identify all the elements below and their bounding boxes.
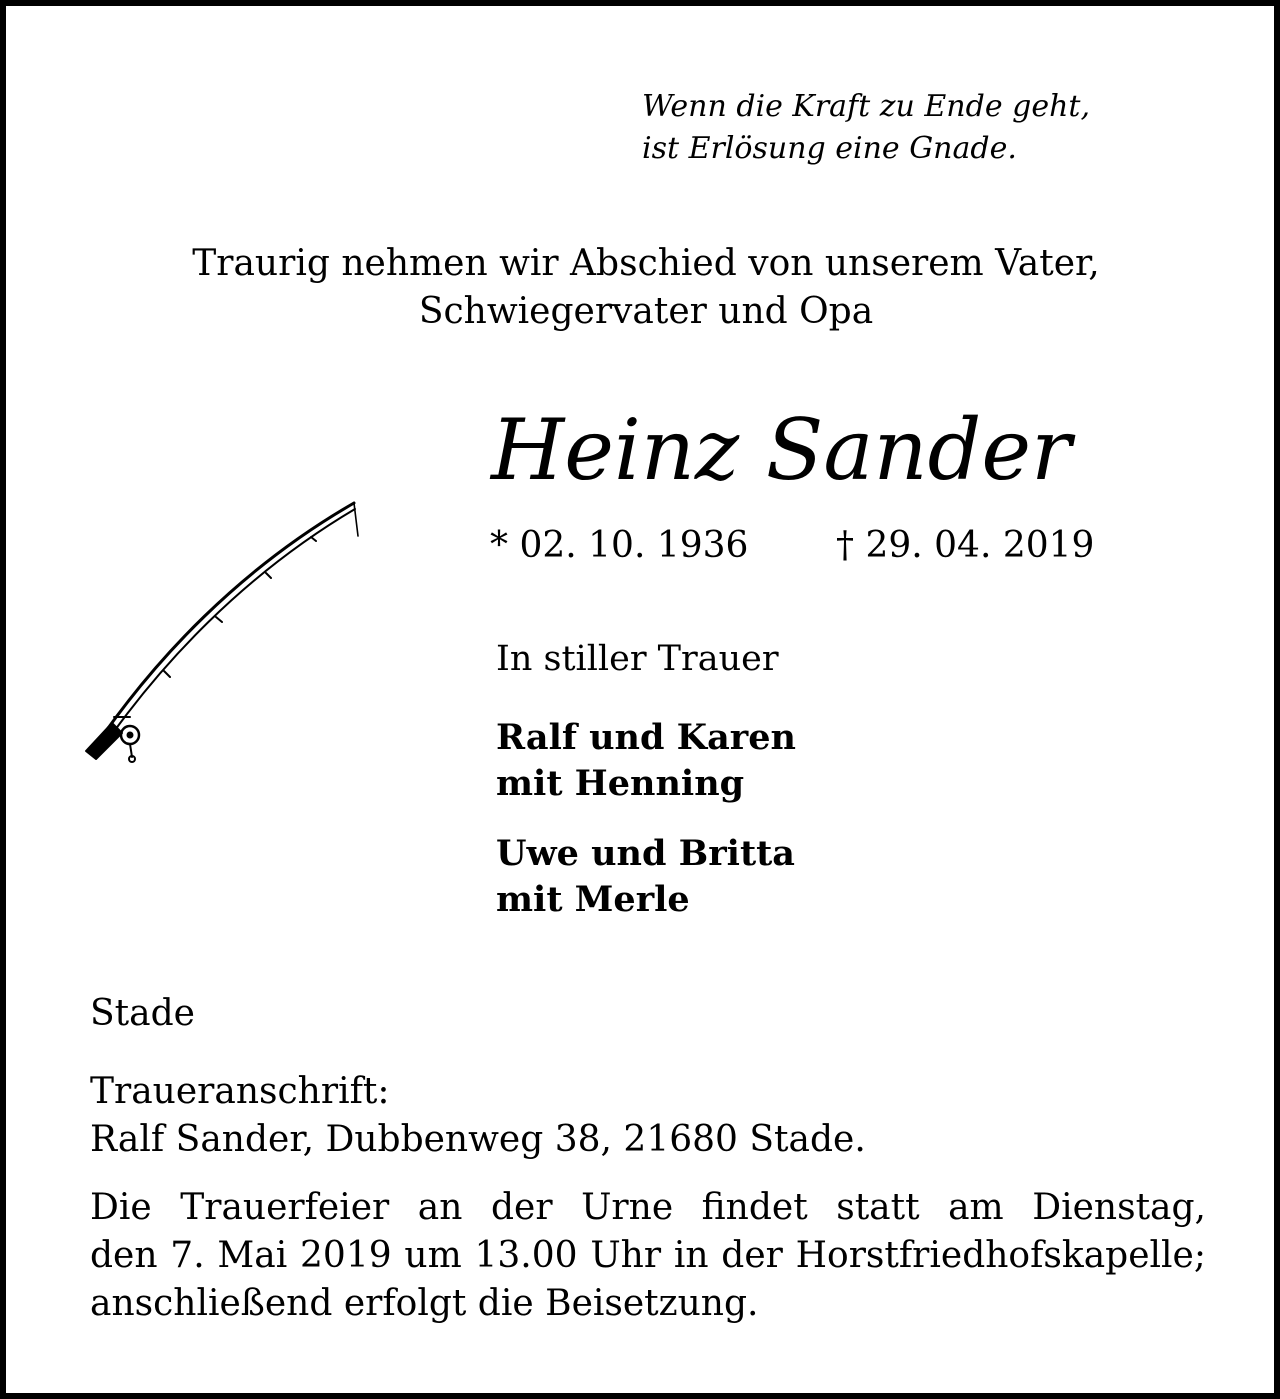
death-date: † 29. 04. 2019 <box>836 525 1095 566</box>
deceased-name: Heinz Sander <box>491 401 1072 499</box>
mourner-group-1-line-1: Ralf und Karen <box>496 717 796 758</box>
ceremony-line-2: den 7. Mai 2019 um 13.00 Uhr in der Horstfriedhofskapelle; <box>90 1235 1206 1276</box>
ceremony-line-3: anschließend erfolgt die Beisetzung. <box>90 1283 759 1324</box>
place: Stade <box>90 993 195 1034</box>
motto-line-1: Wenn die Kraft zu Ende geht, <box>642 89 1090 124</box>
intro-line-2: Schwiegervater und Opa <box>418 291 874 332</box>
ceremony-line-1: Die Trauerfeier an der Urne findet statt am Dienstag, <box>90 1187 1206 1228</box>
address-value: Ralf Sander, Dubbenweg 38, 21680 Stade. <box>90 1119 866 1160</box>
intro-line-1: Traurig nehmen wir Abschied von unserem Vater, <box>192 243 1100 284</box>
mourner-group-2-line-1: Uwe und Britta <box>496 833 795 874</box>
mourner-group-2-line-2: mit Merle <box>496 879 690 920</box>
birth-date: * 02. 10. 1936 <box>490 525 749 566</box>
address-label: Traueranschrift: <box>90 1071 390 1112</box>
mourning-heading: In stiller Trauer <box>496 639 779 679</box>
mourner-group-1-line-2: mit Henning <box>496 763 745 804</box>
fishing-rod-icon <box>76 491 376 771</box>
motto-line-2: ist Erlösung eine Gnade. <box>642 131 1017 166</box>
